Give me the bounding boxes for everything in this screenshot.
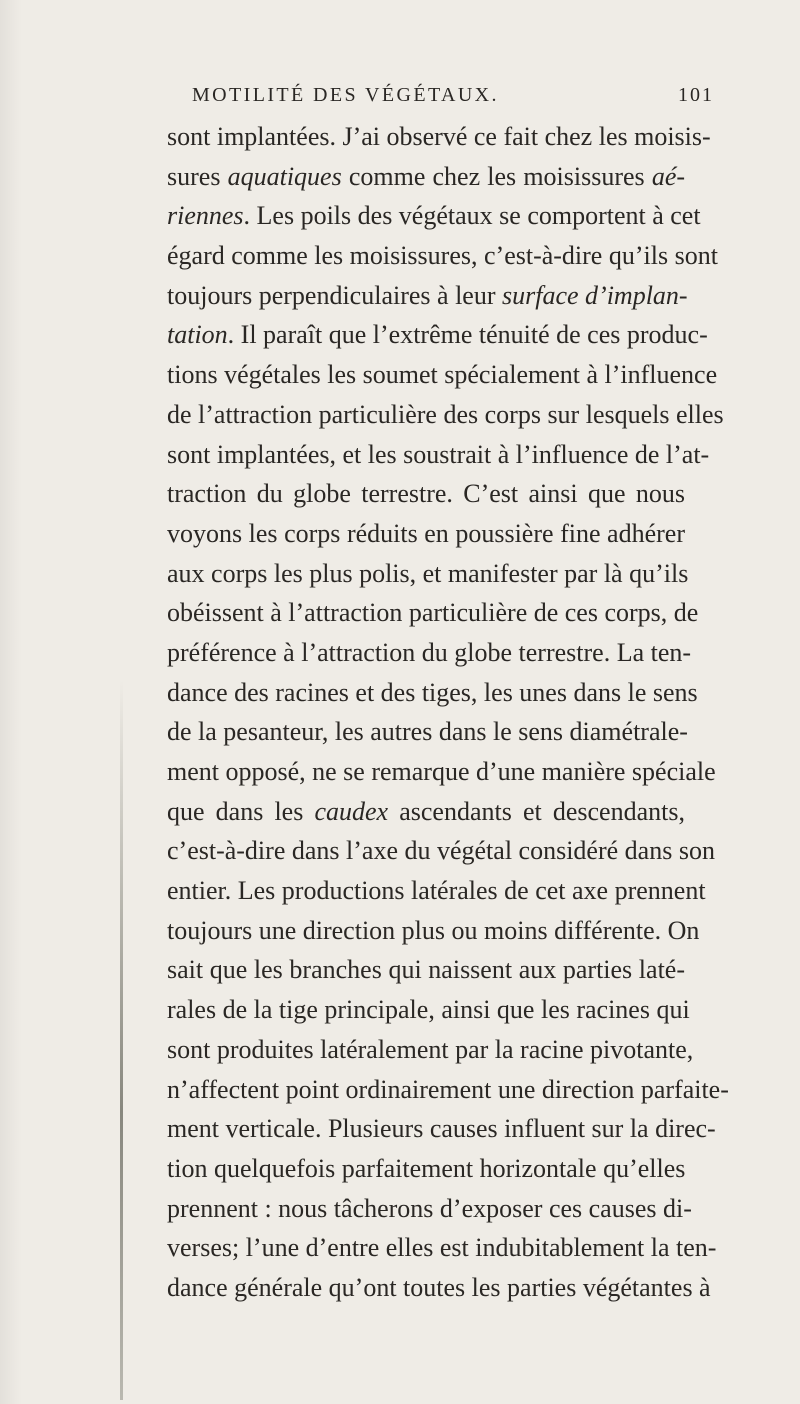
text-segment: toujours perpendiculaires à leur [167,280,502,310]
text-segment: sont implantées. J’ai observé ce fait chez les moisis- [167,122,711,151]
text-segment: sont produites latéralement par la racine pivotante, [167,1034,694,1064]
text-segment: dance générale qu’ont toutes les parties végétantes à [167,1272,711,1302]
italic-text: surface d’implan- [502,280,688,310]
text-segment: verses; l’une d’entre elles est indubitablement la ten- [167,1233,717,1263]
text-line [167,593,699,633]
italic-text: caudex [314,796,389,826]
text-line [167,1030,694,1070]
text-segment: de l’attraction particulière des corps sur lesquels elles [167,399,724,429]
text-line [167,831,715,871]
text-segment: ascendants et descendants, [388,796,685,826]
text-segment: tions végétales les soumet spécialement à l’influence [167,360,718,390]
text-line [167,315,708,355]
text-line [167,950,685,990]
text-segment: ment opposé, ne se remarque d’une manière spéciale [167,757,716,786]
text-segment: comme chez les moisissures [341,161,652,191]
running-head-title: MOTILITÉ DES VÉGÉTAUX. [192,84,499,106]
text-segment: toujours une direction plus ou moins différente. On [167,915,700,945]
text-segment: sures [167,161,228,191]
text-segment: entier. Les productions latérales de cet axe prennent [167,876,706,906]
text-segment: de la pesanteur, les autres dans le sens diamétrale- [167,717,688,747]
text-line [167,1268,711,1308]
text-line [167,1109,716,1149]
text-line [167,1189,692,1229]
text-segment: c’est-à-dire dans l’axe du végétal considéré dans son [167,836,715,866]
text-line [167,633,692,673]
text-segment: égard comme les moisissures, c’est-à-dire qu’ils sont [167,241,718,271]
text-line [167,236,718,276]
text-segment: . Il paraît que l’extrême ténuité de ces produc- [227,320,708,350]
text-line [167,355,718,395]
text-line [167,435,710,475]
italic-text: aquatiques [227,161,342,191]
text-segment: prennent : nous tâcherons d’exposer ces causes di- [167,1193,692,1223]
running-head [0,84,800,108]
italic-text: tation [167,320,228,350]
text-line [167,196,701,236]
text-segment: sait que les branches qui naissent aux parties laté- [167,955,685,985]
text-line [167,474,685,514]
text-line [167,395,724,435]
text-line [167,1149,685,1189]
text-line [167,911,700,951]
text-segment: préférence à l’attraction du globe terrestre. La ten- [167,637,692,667]
text-line [167,276,688,316]
text-line [167,157,685,197]
text-segment: obéissent à l’attraction particulière de ces corps, de [167,598,699,628]
text-segment: traction du globe terrestre. C’est ainsi que nous [167,479,685,509]
text-segment: que dans les [167,796,315,826]
text-line [167,990,690,1030]
text-line [167,792,685,832]
text-line [167,712,688,752]
text-segment: tion quelquefois parfaitement horizontale qu’elles [167,1153,686,1183]
text-segment: n’affectent point ordinairement une direction parfaite- [167,1074,729,1104]
body-text [167,117,729,1308]
page-number: 101 [678,84,714,106]
text-segment: aux corps les plus polis, et manifester par là qu’ils [167,558,689,588]
text-segment: rales de la tige principale, ainsi que les racines qui [167,995,690,1025]
text-line [167,554,689,594]
margin-rule [120,680,123,1400]
text-line [167,752,716,792]
text-line [167,673,698,713]
text-segment: sont implantées, et les soustrait à l’influence de l’at- [167,439,710,469]
text-segment: . Les poils des végétaux se comportent à cet [243,201,701,231]
italic-text: aé- [651,161,686,191]
text-line [167,117,711,157]
text-segment: ment verticale. Plusieurs causes influent sur la direc- [167,1114,716,1144]
text-line [167,1070,729,1110]
gutter-shadow [0,0,22,1404]
text-segment: dance des racines et des tiges, les unes dans le sens [167,677,698,707]
text-line [167,871,706,911]
text-line [167,514,685,554]
italic-text: riennes [167,201,244,231]
text-segment: voyons les corps réduits en poussière fine adhérer [167,518,685,548]
text-line [167,1228,717,1268]
